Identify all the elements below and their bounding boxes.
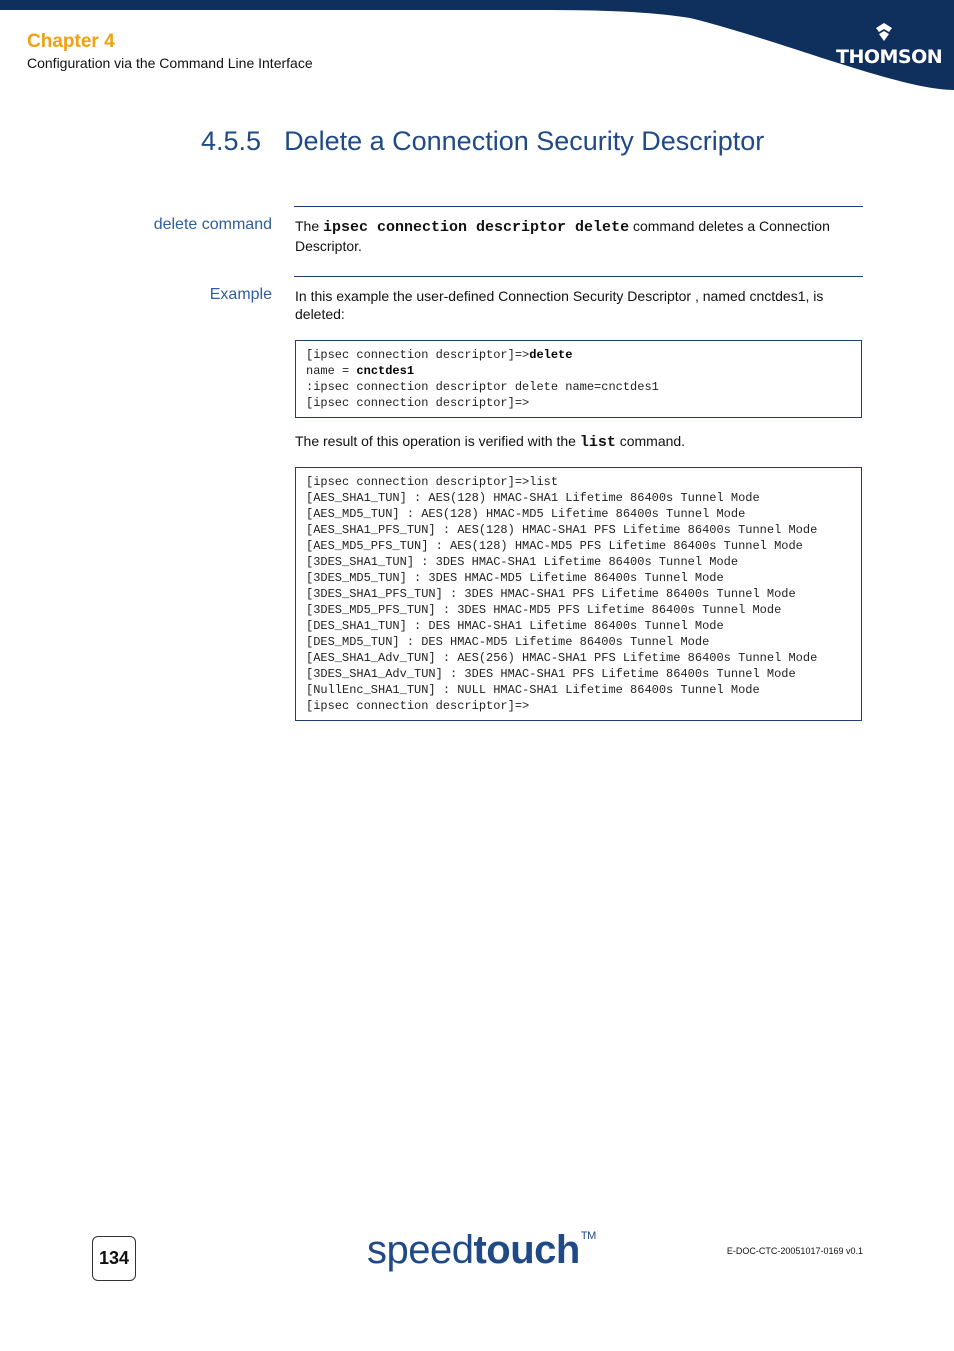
logo-light: speed: [367, 1228, 474, 1272]
code-line: [3DES_MD5_PFS_TUN] : 3DES HMAC-MD5 PFS Lifetime 86400s Tunnel Mode: [306, 603, 782, 617]
code-line: [NullEnc_SHA1_TUN] : NULL HMAC-SHA1 Lifetime 86400s Tunnel Mode: [306, 683, 760, 697]
delete-desc-pre: The: [295, 218, 324, 234]
code-line: [ipsec connection descriptor]=>list: [306, 475, 559, 489]
code-line: [3DES_SHA1_PFS_TUN] : 3DES HMAC-SHA1 PFS Lifetime 86400s Tunnel Mode: [306, 587, 796, 601]
code-line: [DES_SHA1_TUN] : DES HMAC-SHA1 Lifetime 86400s Tunnel Mode: [306, 619, 724, 633]
side-label-example: Example: [209, 286, 272, 303]
delete-command-description: [295, 217, 863, 255]
code-line: :ipsec connection descriptor delete name=cnctdes1: [306, 380, 659, 394]
code-line: [AES_SHA1_Adv_TUN] : AES(256) HMAC-SHA1 PFS Lifetime 86400s Tunnel Mode: [306, 651, 818, 665]
result-post: command.: [615, 433, 686, 449]
code-block-list: [295, 467, 862, 721]
section-number: 4.5.5: [201, 126, 262, 156]
code-line: [AES_SHA1_TUN] : AES(128) HMAC-SHA1 Lifetime 86400s Tunnel Mode: [306, 491, 760, 505]
example-description: In this example the user-defined Connection Security Descriptor , named cnctdes1, is deleted:: [295, 288, 824, 322]
code-line: [AES_MD5_TUN] : AES(128) HMAC-MD5 Lifetime 86400s Tunnel Mode: [306, 507, 746, 521]
code-line: [DES_MD5_TUN] : DES HMAC-MD5 Lifetime 86400s Tunnel Mode: [306, 635, 710, 649]
divider-rule: [294, 206, 863, 207]
thomson-brand: THOMSON: [836, 46, 943, 68]
page-number: 134: [92, 1236, 136, 1281]
code-line: [AES_SHA1_PFS_TUN] : AES(128) HMAC-SHA1 PFS Lifetime 86400s Tunnel Mode: [306, 523, 818, 537]
document-reference: E-DOC-CTC-20051017-0169 v0.1: [726, 1246, 863, 1256]
chapter-label: Chapter 4: [27, 31, 115, 52]
code-line: [ipsec connection descriptor]=>: [306, 699, 530, 713]
list-command-name: list: [579, 434, 616, 451]
header-band: [0, 0, 954, 95]
logo-tm: TM: [580, 1230, 596, 1242]
divider-rule: [294, 276, 863, 277]
code-block-delete: [295, 340, 862, 418]
code-line: [AES_MD5_PFS_TUN] : AES(128) HMAC-MD5 PFS Lifetime 86400s Tunnel Mode: [306, 539, 803, 553]
code-line: [ipsec connection descriptor]=>: [306, 396, 530, 410]
delete-desc-post: command deletes a Connection Descriptor.: [295, 218, 830, 254]
side-label-delete-command: delete command: [153, 216, 272, 233]
section-title-text: Delete a Connection Security Descriptor: [284, 126, 765, 156]
delete-command-name: ipsec connection descriptor delete: [323, 219, 630, 236]
code-line: name = cnctdes1: [306, 364, 415, 378]
result-description: [295, 432, 863, 452]
code-line: [ipsec connection descriptor]=>delete: [306, 348, 573, 362]
chapter-subtitle: Configuration via the Command Line Interface: [27, 55, 313, 71]
section-title: [201, 126, 764, 157]
code-line: [3DES_MD5_TUN] : 3DES HMAC-MD5 Lifetime 86400s Tunnel Mode: [306, 571, 724, 585]
code-line: [3DES_SHA1_Adv_TUN] : 3DES HMAC-SHA1 PFS Lifetime 86400s Tunnel Mode: [306, 667, 796, 681]
speedtouch-logo: [367, 1228, 596, 1273]
logo-bold: touch: [473, 1228, 580, 1272]
code-line: [3DES_SHA1_TUN] : 3DES HMAC-SHA1 Lifetime 86400s Tunnel Mode: [306, 555, 739, 569]
thomson-logo-icon: [874, 22, 894, 42]
result-pre: The result of this operation is verified with the: [295, 433, 580, 449]
